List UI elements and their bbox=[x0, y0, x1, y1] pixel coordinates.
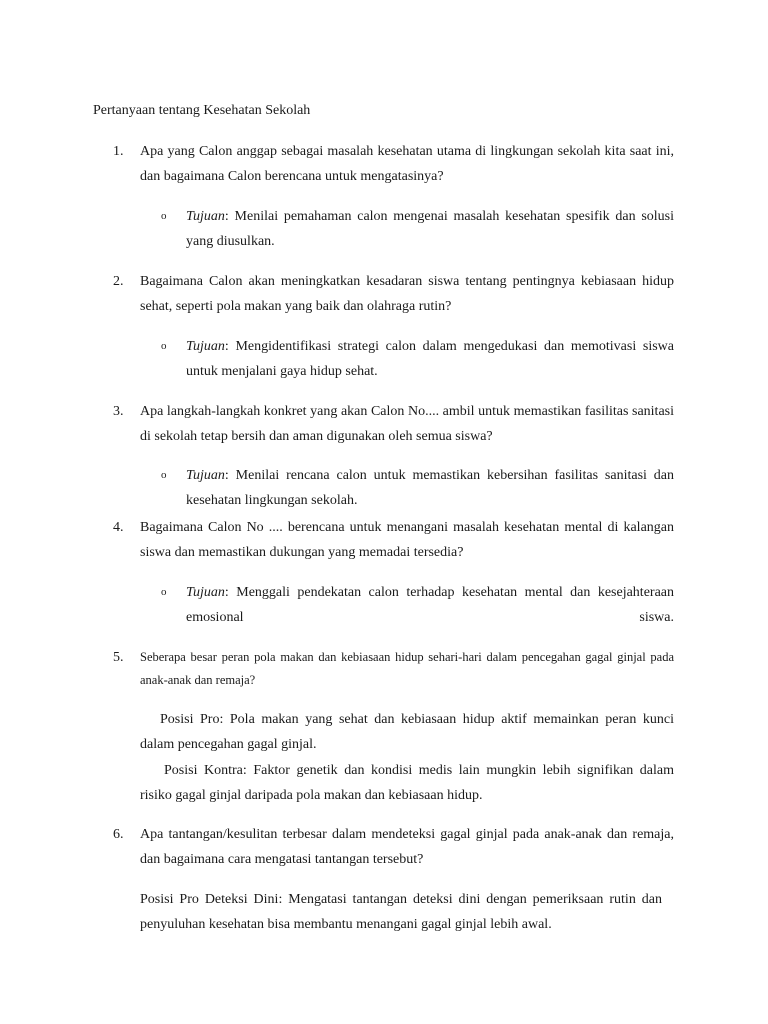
goal-text: : Mengidentifikasi strategi calon dalam mengedukasi dan memotivasi siswa untuk menjalani gaya hidup sehat. bbox=[186, 339, 674, 379]
document-title: Pertanyaan tentang Kesehatan Sekolah bbox=[93, 103, 311, 118]
position-contra: Posisi Kontra: Faktor genetik dan kondisi medis lain mungkin lebih signifikan dalam risiko gagal ginjal daripada pola makan dan kebiasaan hidup. bbox=[140, 763, 674, 803]
bullet-icon: o bbox=[161, 586, 167, 598]
question-text: Apa tantangan/kesulitan terbesar dalam mendeteksi gagal ginjal pada anak-anak dan remaja, dan bagaimana cara mengatasi tantangan tersebut? bbox=[140, 827, 674, 867]
goal-item bbox=[186, 463, 674, 513]
bullet-icon: o bbox=[161, 469, 167, 481]
goal-item bbox=[186, 334, 674, 384]
question-number: 6. bbox=[113, 827, 124, 842]
goal-label: Tujuan bbox=[186, 585, 225, 600]
question-text: Apa yang Calon anggap sebagai masalah kesehatan utama di lingkungan sekolah kita saat ini, dan bagaimana Calon berencana untuk mengatasinya? bbox=[140, 144, 674, 184]
question-text: Bagaimana Calon akan meningkatkan kesadaran siswa tentang pentingnya kebiasaan hidup sehat, seperti pola makan yang baik dan olahraga rutin? bbox=[140, 274, 674, 314]
goal-label: Tujuan bbox=[186, 468, 225, 483]
goal-item bbox=[186, 580, 674, 630]
question-number: 2. bbox=[113, 274, 124, 289]
bullet-icon: o bbox=[161, 340, 167, 352]
bullet-icon: o bbox=[161, 210, 167, 222]
question-number: 4. bbox=[113, 520, 124, 535]
position-pro: Posisi Pro Deteksi Dini: Mengatasi tantangan deteksi dini dengan pemeriksaan rutin dan penyuluhan kesehatan bisa membantu menangani gagal ginjal lebih awal. bbox=[140, 892, 662, 932]
goal-text: : Menilai rencana calon untuk memastikan kebersihan fasilitas sanitasi dan kesehatan lingkungan sekolah. bbox=[186, 468, 674, 508]
goal-text: : Menilai pemahaman calon mengenai masalah kesehatan spesifik dan solusi yang diusulkan. bbox=[186, 209, 674, 249]
goal-label: Tujuan bbox=[186, 339, 225, 354]
question-text: Bagaimana Calon No .... berencana untuk menangani masalah kesehatan mental di kalangan siswa dan memastikan dukungan yang memadai tersedia? bbox=[140, 520, 674, 560]
position-pro: Posisi Pro: Pola makan yang sehat dan kebiasaan hidup aktif memainkan peran kunci dalam pencegahan gagal ginjal. bbox=[140, 712, 674, 752]
question-text: Apa langkah-langkah konkret yang akan Calon No.... ambil untuk memastikan fasilitas sanitasi di sekolah tetap bersih dan aman digunakan oleh semua siswa? bbox=[140, 404, 674, 444]
question-number: 3. bbox=[113, 404, 124, 419]
goal-item bbox=[186, 204, 674, 254]
goal-text: : Menggali pendekatan calon terhadap kesehatan mental dan kesejahteraan emosional siswa. bbox=[186, 585, 674, 625]
goal-label: Tujuan bbox=[186, 209, 225, 224]
question-number: 5. bbox=[113, 650, 124, 665]
question-text: Seberapa besar peran pola makan dan kebiasaan hidup sehari-hari dalam pencegahan gagal ginjal pada anak-anak dan remaja? bbox=[140, 650, 674, 687]
question-number: 1. bbox=[113, 144, 124, 159]
